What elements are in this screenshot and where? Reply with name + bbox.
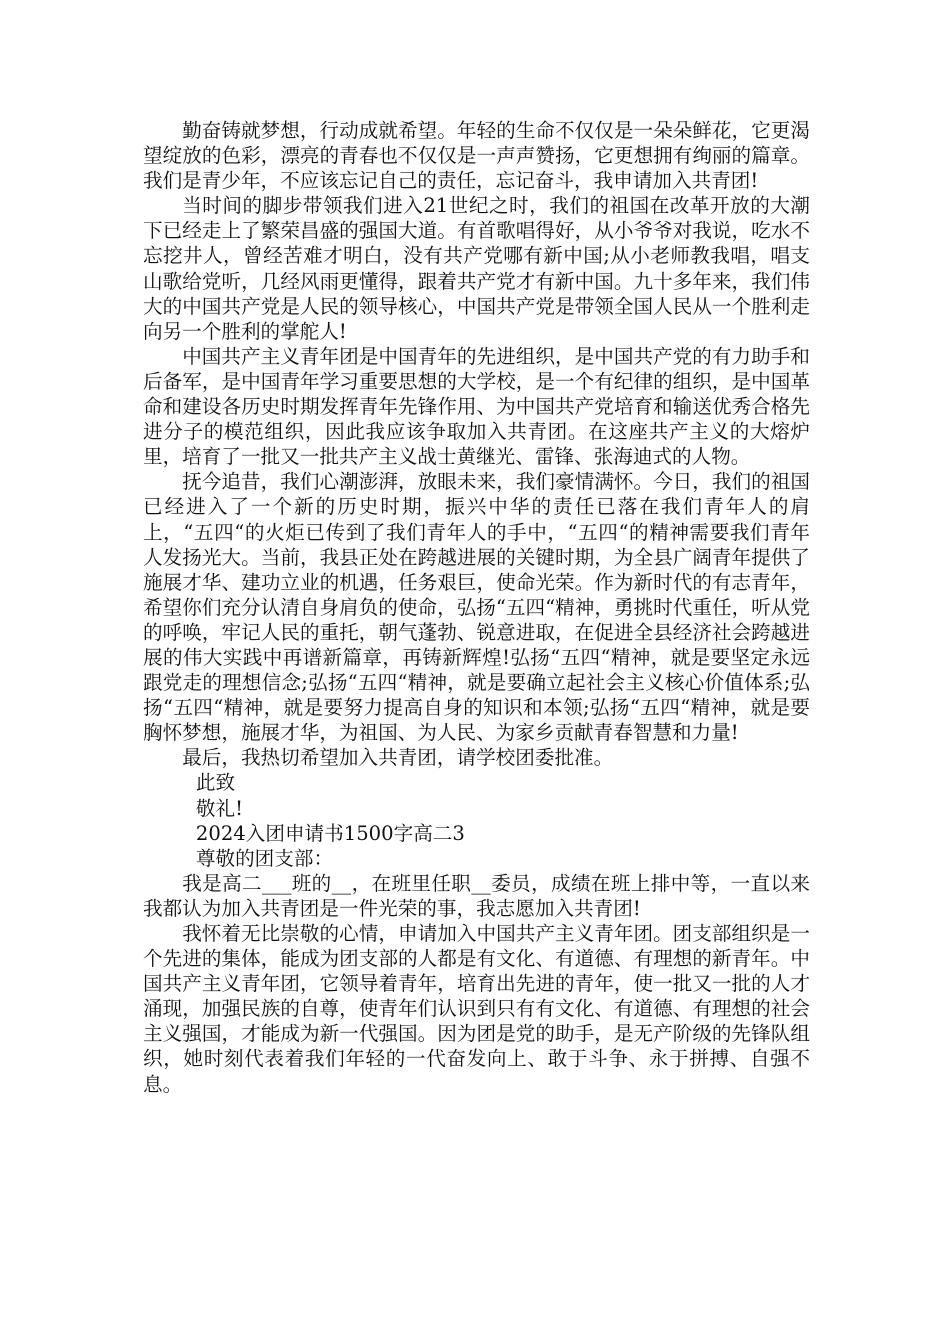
paragraph: 中国共产主义青年团是中国青年的先进组织，是中国共产党的有力助手和后备军，是中国青年学习重要思想的大学校，是一个有纪律的组织，是中国革命和建设各历史时期发挥青年先锋作用、为中国共产党培育和输送优秀合格先进分子的模范组织，因此我应该争取加入共青团。在这座共产主义的大熔炉里，培育了一批又一批共产主义战士黄继光、雷锋、张海迪式的人物。: [143, 344, 810, 469]
section-title: 2024入团申请书1500字高二3: [195, 821, 465, 845]
document-body: [143, 118, 810, 1097]
paragraph: 勤奋铸就梦想，行动成就希望。年轻的生命不仅仅是一朵朵鲜花，它更渴望绽放的色彩，漂亮的青春也不仅仅是一声声赞扬，它更想拥有绚丽的篇章。我们是青少年，不应该忘记自己的责任，忘记奋斗，我申请加入共青团!: [143, 119, 810, 193]
paragraph: 当时间的脚步带领我们进入21世纪之时，我们的祖国在改革开放的大潮下已经走上了繁荣昌盛的强国大道。有首歌唱得好，从小爷爷对我说，吃水不忘挖井人，曾经苦难才明白，没有共产党哪有新中国;从小老师教我唱，唱支山歌给党听，几经风雨更懂得，跟着共产党才有新中国。九十多年来，我们伟大的中国共产党是人民的领导核心，中国共产党是带领全国人民从一个胜利走向另一个胜利的掌舵人!: [143, 194, 810, 343]
closing-line: 此致: [195, 771, 236, 795]
closing-salute: 敬礼!: [195, 796, 243, 820]
salutation: 尊敬的团支部：: [195, 846, 334, 870]
paragraph: 抚今追昔，我们心潮澎湃，放眼未来，我们豪情满怀。今日，我们的祖国已经进入了一个新的历史时期，振兴中华的责任已落在我们青年人的肩上，“五四“的火炬已传到了我们青年人的手中，“五四“的精神需要我们青年人发扬光大。当前，我县正处在跨越进展的关键时期，为全县广阔青年提供了施展才华、建功立业的机遇，任务艰巨，使命光荣。作为新时代的有志青年，希望你们充分认清自身肩负的使命，弘扬“五四“精神，勇挑时代重任，听从党的呼唤，牢记人民的重托，朝气蓬勃、锐意进取，在促进全县经济社会跨越进展的伟大实践中再谱新篇章，再铸新辉煌!弘扬“五四“精神，就是要坚定永远跟党走的理想信念;弘扬“五四“精神，就是要确立起社会主义核心价值体系;弘扬“五四“精神，就是要努力提高自身的知识和本领;弘扬“五四“精神，就是要胸怀梦想，施展才华，为祖国、为人民、为家乡贡献青春智慧和力量!: [143, 470, 810, 745]
paragraph: 最后，我热切希望加入共青团，请学校团委批准。: [182, 746, 614, 770]
paragraph: 我怀着无比崇敬的心情，申请加入中国共产主义青年团。团支部组织是一个先进的集体，能成为团支部的人都是有文化、有道德、有理想的新青年。中国共产主义青年团，它领导着青年，培育出先进的青年，使一批又一批的人才涌现，加强民族的自尊，使青年们认识到只有有文化、有道德、有理想的社会主义强国，才能成为新一代强国。因为团是党的助手，是无产阶级的先锋队组织，她时刻代表着我们年轻的一代奋发向上、敢于斗争、永于拼搏、自强不息。: [143, 922, 810, 1096]
paragraph: 我是高二___班的__，在班里任职__委员，成绩在班上排中等，一直以来我都认为加入共青团是一件光荣的事，我志愿加入共青团!: [143, 871, 810, 920]
